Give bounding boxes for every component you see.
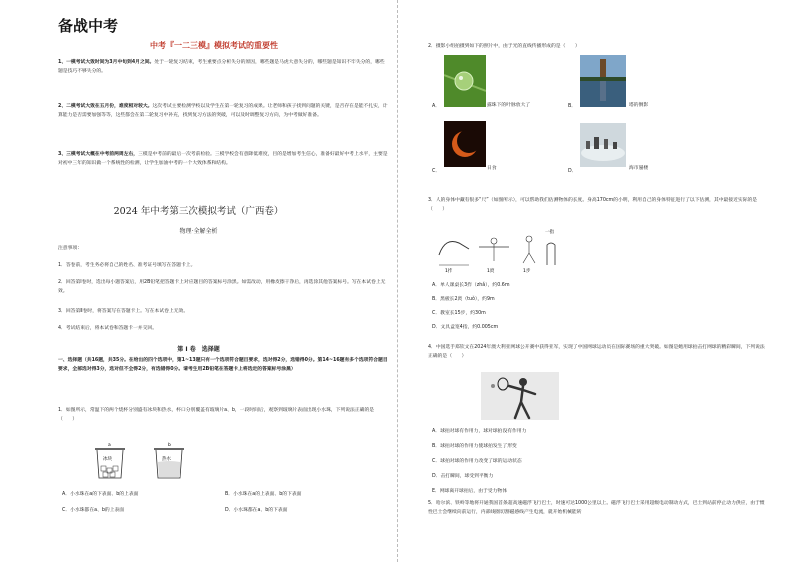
photo-mirage <box>580 123 626 167</box>
beakers-figure <box>90 440 200 480</box>
exam-title: 2024 年中考第三次模拟考试（广西卷） <box>113 206 284 217</box>
person-icon <box>491 238 497 244</box>
q2-option-a-letter[interactable]: A． <box>432 104 441 109</box>
q1-option-a[interactable]: A．小水珠在a的下表面、b的上表面 <box>62 492 139 497</box>
q4-option-e[interactable]: E．网球离开球拍后，由于受力物体 <box>432 489 507 494</box>
q1-option-d[interactable]: D．小水珠都在a、b的下表面 <box>225 508 288 513</box>
label-zhi: 一指 <box>545 230 554 235</box>
question-2-stem: 2．摄影小组拍摄到如下的照片中，由于光的直线传播形成的是（ ） <box>428 44 580 49</box>
q1-option-c[interactable]: C．小水珠都在a、b的上表面 <box>62 508 125 513</box>
question-1-stem: 1．如图所示，常温下的两个烧杯分别盛有冰块和热水，杯口分别覆盖有玻璃片a、b，一段时间后，观察到玻璃片表面出现小水珠，下列说法正确的是（ ） <box>58 408 375 422</box>
question-5-stem: 5．哈尔滨、铁岭等地将开通我国首条超高速磁浮飞行巴士，时速可达1000公里以上。磁浮飞行巴士采用超级电动制动方式，巴士到站前停止动力供应，由于惯性巴士会继续向前运行，内部线圈切割磁感线产生电流，就开始机械能转 <box>428 501 765 515</box>
section-intro: 一、选择题（共16题，共35分。在给出的四个选项中，第1~13题只有一个选项符合题目要求，选对得2分，选错得0分。第14~16题有多个选项符合题目要求，全部选对得3分，选对但不全得2分，有选错得0分。请考生用2B铅笔在答题卡上将选定的答案标号涂黑） <box>58 358 388 372</box>
label-bu: 1步 <box>523 269 531 274</box>
photo-dewdrop <box>444 55 486 107</box>
exam-subtitle: 物理·全解全析 <box>179 228 218 235</box>
glass-plate-b <box>154 448 184 450</box>
logo <box>56 14 126 38</box>
question-4-stem: 4．中国选手郑钦文在2024年澳大利亚网球公开赛中获得亚军，实现了中国网球运动员在国际赛场的重大突破。如图是她用球拍击打网球的精彩瞬间，下列说法正确的是（ ） <box>428 345 765 359</box>
column-divider <box>397 0 398 562</box>
ball-icon <box>491 384 495 388</box>
label-b: b <box>168 443 171 448</box>
label-ice: 冰块 <box>103 457 112 462</box>
q2-caption-b: 塔的倒影 <box>629 103 649 108</box>
q2-caption-c: 日食 <box>487 166 497 171</box>
note-2: 2．回答第Ⅰ卷时，选出每小题答案后，用2B铅笔把答题卡上对应题目的答案标号涂黑。如需改动，用橡皮擦干净后，再选涂其他答案标号。写在本试卷上无效。 <box>58 280 386 294</box>
q4-option-a[interactable]: A．球拍对球有作用力，球对球拍没有作用力 <box>432 429 527 434</box>
q2-caption-d: 海市蜃楼 <box>629 166 649 171</box>
body-ruler-figure <box>435 225 565 275</box>
note-1: 1．答卷前，考生务必将自己的姓名、准考证号填写在答题卡上。 <box>58 263 196 268</box>
intro-paragraph-1: 1、一模考试大致时间为3月中旬到4月之间。处于一轮复习结束，考生重要点分析失分的原因，哪些题是马虎大意失分的，哪些题是知识不牢失分的，哪些题是技巧不够失分的。 <box>58 60 385 74</box>
tennis-photo <box>481 372 559 420</box>
ice-cubes <box>101 466 118 477</box>
section-title: 第 I 卷 选择题 <box>177 346 220 353</box>
label-hot: 热水 <box>162 457 171 462</box>
note-4: 4．考试结束后，将本试卷和答题卡一并交回。 <box>58 326 157 331</box>
q2-option-c-letter[interactable]: C． <box>432 169 441 174</box>
q2-option-b-letter[interactable]: B． <box>568 104 577 109</box>
photo-eclipse <box>444 121 486 167</box>
intro-paragraph-2: 2、二模考试大致在五月份，难度相对较大。这次考试主要检测学校以及学生在第一轮复习的成果。让老师和孩子找到问题的关键，是否存在是能不扎实，计算能力是否需要加强等等，这些都会在第二轮复习中补充，找到复习方法的突破，可以及时调整复习方向，为中考做好准备。 <box>58 104 388 118</box>
q3-option-a[interactable]: A．单人课桌长3拃（zhǎ），约0.6m <box>432 283 510 288</box>
photo-pagoda <box>580 55 626 107</box>
q2-option-d-letter[interactable]: D． <box>568 169 577 174</box>
notes-title: 注意事项： <box>58 246 82 251</box>
question-3-stem: 3．人的身体中藏有很多“尺”（如图所示），可以帮助我们估测物体的长度。身高170cm的小明，利用自己的身体特征进行了以下估测，其中最接近实际的是（ ） <box>428 198 758 212</box>
page-title: 中考『一二三模』模拟考试的重要性 <box>150 41 278 50</box>
q4-option-b[interactable]: B．球拍对球的作用力使球拍发生了形变 <box>432 444 517 449</box>
q1-option-b[interactable]: B．小水珠在a的上表面、b的下表面 <box>225 492 302 497</box>
walker-icon <box>526 236 532 242</box>
q3-option-d[interactable]: D．文具盒宽4指，约0.005cm <box>432 325 499 330</box>
label-zha: 1拃 <box>445 269 453 274</box>
q2-caption-a: 露珠下的叶脉放大了 <box>487 103 531 108</box>
glass-plate-a <box>95 448 125 450</box>
q3-option-b[interactable]: B．黑板长2庹（tuǒ），约9m <box>432 297 495 302</box>
intro-paragraph-3: 3、三模考试大概在中考前两周左右，三模是中考前的最后一次考前检验。三模学校会有意降低难度，目的是增加考生信心，准备好最好中考上水平，主要是对初中三年的知识做一个系统性的检测，让学生加油中考的一个大致体系和结构。 <box>58 152 388 166</box>
hand-span-icon <box>439 242 469 256</box>
logo-text: 备战中考 <box>58 17 119 35</box>
hot-water <box>158 461 180 477</box>
label-a: a <box>108 443 111 448</box>
note-3: 3．回答第Ⅱ卷时，将答案写在答题卡上。写在本试卷上无效。 <box>58 309 189 314</box>
q4-option-d[interactable]: D．击打瞬间，球受到平衡力 <box>432 474 494 479</box>
finger-icon <box>547 243 555 265</box>
q3-option-c[interactable]: C．教室长15步，约30m <box>432 311 486 316</box>
label-tuo: 1庹 <box>487 269 495 274</box>
q4-option-c[interactable]: C．球拍对球的作用力改变了球的运动状态 <box>432 459 522 464</box>
